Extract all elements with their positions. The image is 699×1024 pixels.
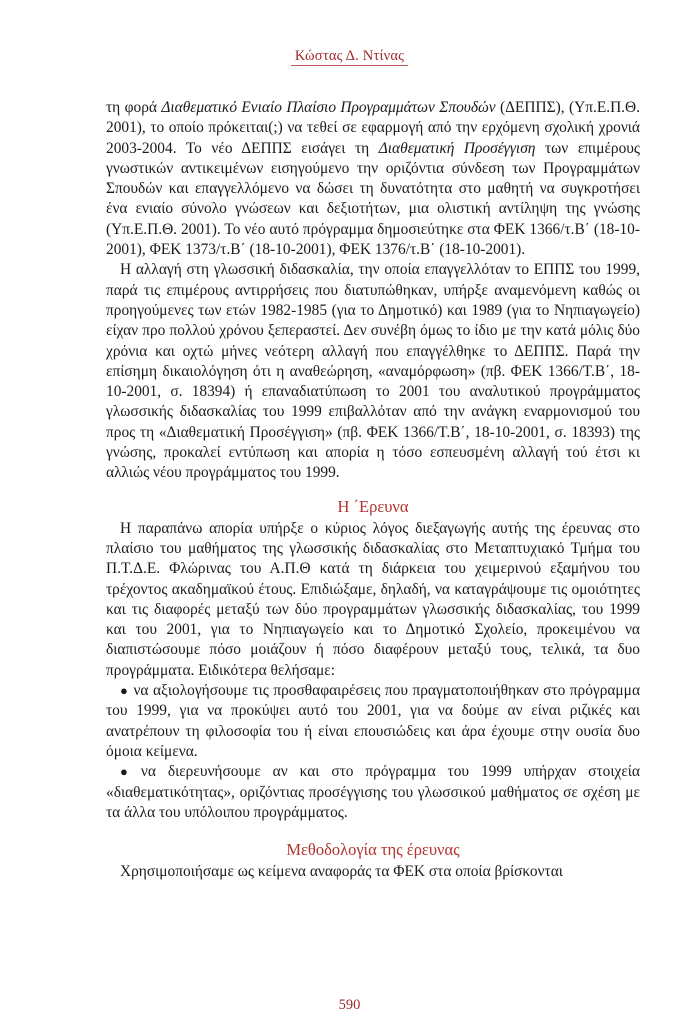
paragraph-3: Η παραπάνω απορία υπήρξε ο κύριος λόγος διεξαγωγής αυτής της έρευνας στο πλαίσιο του μαθήματος της γλωσσικής διδασκαλίας στο Μεταπτυχιακό Τμήμα του Π.Τ.Δ.Ε. Φλώρινας του Α.Π.Θ κατά τη διάρκεια του χειμερινού εξαμήνου του τρέχοντος ακαδημαϊκού έτους. Επιδιώξαμε, δηλαδή, να καταγράψουμε τις ομοιότητες και τις διαφορές μεταξύ των δύο προγραμμάτων γλωσσικής διδασκαλίας, του 1999 και του 2001, για το Νηπιαγωγείο και το Δημοτικό Σχολείο, προκειμένου να διαπιστώσουμε πόσο μοιάζουν ή πόσο διαφέρουν μεταξύ τους, τελικά, τα δυο προγράμματα. Ειδικότερα θελήσαμε: [106,519,640,679]
running-head [0,48,699,65]
paragraph-4: Χρησιμοποιήσαμε ως κείμενα αναφοράς τα ΦΕΚ στα οποία βρίσκονται [120,863,563,881]
paragraph-2: Η αλλαγή στη γλωσσική διδασκαλία, την οποία επαγγελλόταν το ΕΠΠΣ του 1999, παρά τις επιμέρους αντιρρήσεις που διατυπώθηκαν, υπήρξε αναμενόμενη καθώς οι προηγούμενες των ετών 1982-1985 (για το Δημοτικό) και 1989 (για το Νηπιαγωγείο) είχαν προ πολλού χρόνου ξεπεραστεί. Δεν συνέβη όμως το ίδιο με την κατά μόλις δύο χρόνια και οχτώ μήνες νεότερη αλλαγή που επαγγέλθηκε το ΔΕΠΠΣ. Παρά την επίσημη δικαιολόγηση ότι η αναθεώρηση, «αναμόρφωση» (πβ. ΦΕΚ 1366/Τ.Β΄, 18-10-2001, σ. 18394) ή επαναδιατύπωση το 2001 του αναλυτικού προγράμματος γλωσσικής διδασκαλίας του 1999 επιβαλλόταν από την ανάγκη εναρμονισμού του προς τη «Διαθεματική Προσέγγιση» (πβ. ΦΕΚ 1366/Τ.Β΄, 18-10-2001, σ. 18393) της γνώσης, προκαλεί εντύπωση και απορία η τόσο εσπευσμένη αλλαγή τού έτσι κι αλλιώς νέου προγράμματος του 1999. [106,261,640,482]
bullet-text-1: να αξιολογήσουμε τις προσθαφαιρέσεις που πραγματοποιήθηκαν στο πρόγραμμα του 1999, για να προκύψει αυτό του 2001, για να δούμε αν είναι ριζικές και ανατρέπουν τη φιλοσοφία του ή είναι επουσιώδεις και άρα έχουμε στην ουσία δυο όμοια κείμενα. [106,682,641,760]
bullet-item-2 [106,762,640,823]
page-body [106,98,640,882]
p1-italic-approach: Διαθεματική Προσέγγιση [378,139,536,157]
p1-text-1: τη φορά [106,99,162,116]
section-heading-methodology: Μεθοδολογία της έρευνας [286,840,460,860]
bullet-icon: ● [120,764,136,780]
p1-text-3: των επιμέρους γνωστικών αντικειμένων εισηγούμενο την οριζόντια σύνδεση των Προγραμμάτων Σπουδών και επαγγελλόμενο να δώσει τη δυνατότητα στο μαθητή να συγκροτήσει ένα ενιαίο σύνολο γνώσεων και δεξιοτήτων, μια ολιστική αντίληψη της γνώσης (Υπ.Ε.Π.Θ. 2001). Το νέο αυτό πρόγραμμα δημοσιεύτηκε στα ΦΕΚ 1366/τ.Β΄ (18-10-2001), ΦΕΚ 1373/τ.Β΄ (18-10-2001), ΦΕΚ 1376/τ.Β΄ (18-10-2001). [106,139,640,259]
p1-italic-depps: Διαθεματικό Ενιαίο Πλαίσιο Προγραμμάτων Σπουδών [161,99,496,116]
bullet-icon: ● [120,683,129,699]
p1-text-2: (ΔΕΠΠΣ), (Υπ.Ε.Π.Θ. 2001), το οποίο πρόκειται(;) να τεθεί σε εφαρμογή από την ερχόμενη σχολική χρονιά 2003-2004. Το νέο ΔΕΠΠΣ εισάγει τη [106,99,640,157]
running-head-author: Κώστας Δ. Ντίνας [291,48,408,66]
bullet-text-2: να διερευνήσουμε αν και στο πρόγραμμα του 1999 υπήρχαν στοιχεία «διαθεματικότητας», οριζόντιας προσέγγισης του γλωσσικού μαθήματος σε σχέση με τα άλλα του υπόλοιπου προγράμματος. [106,763,640,821]
paragraph-1 [106,98,640,260]
section-heading-research: Η ΄Ερευνα [337,496,409,516]
page-number: 590 [338,997,361,1013]
bullet-item-1 [106,681,640,762]
